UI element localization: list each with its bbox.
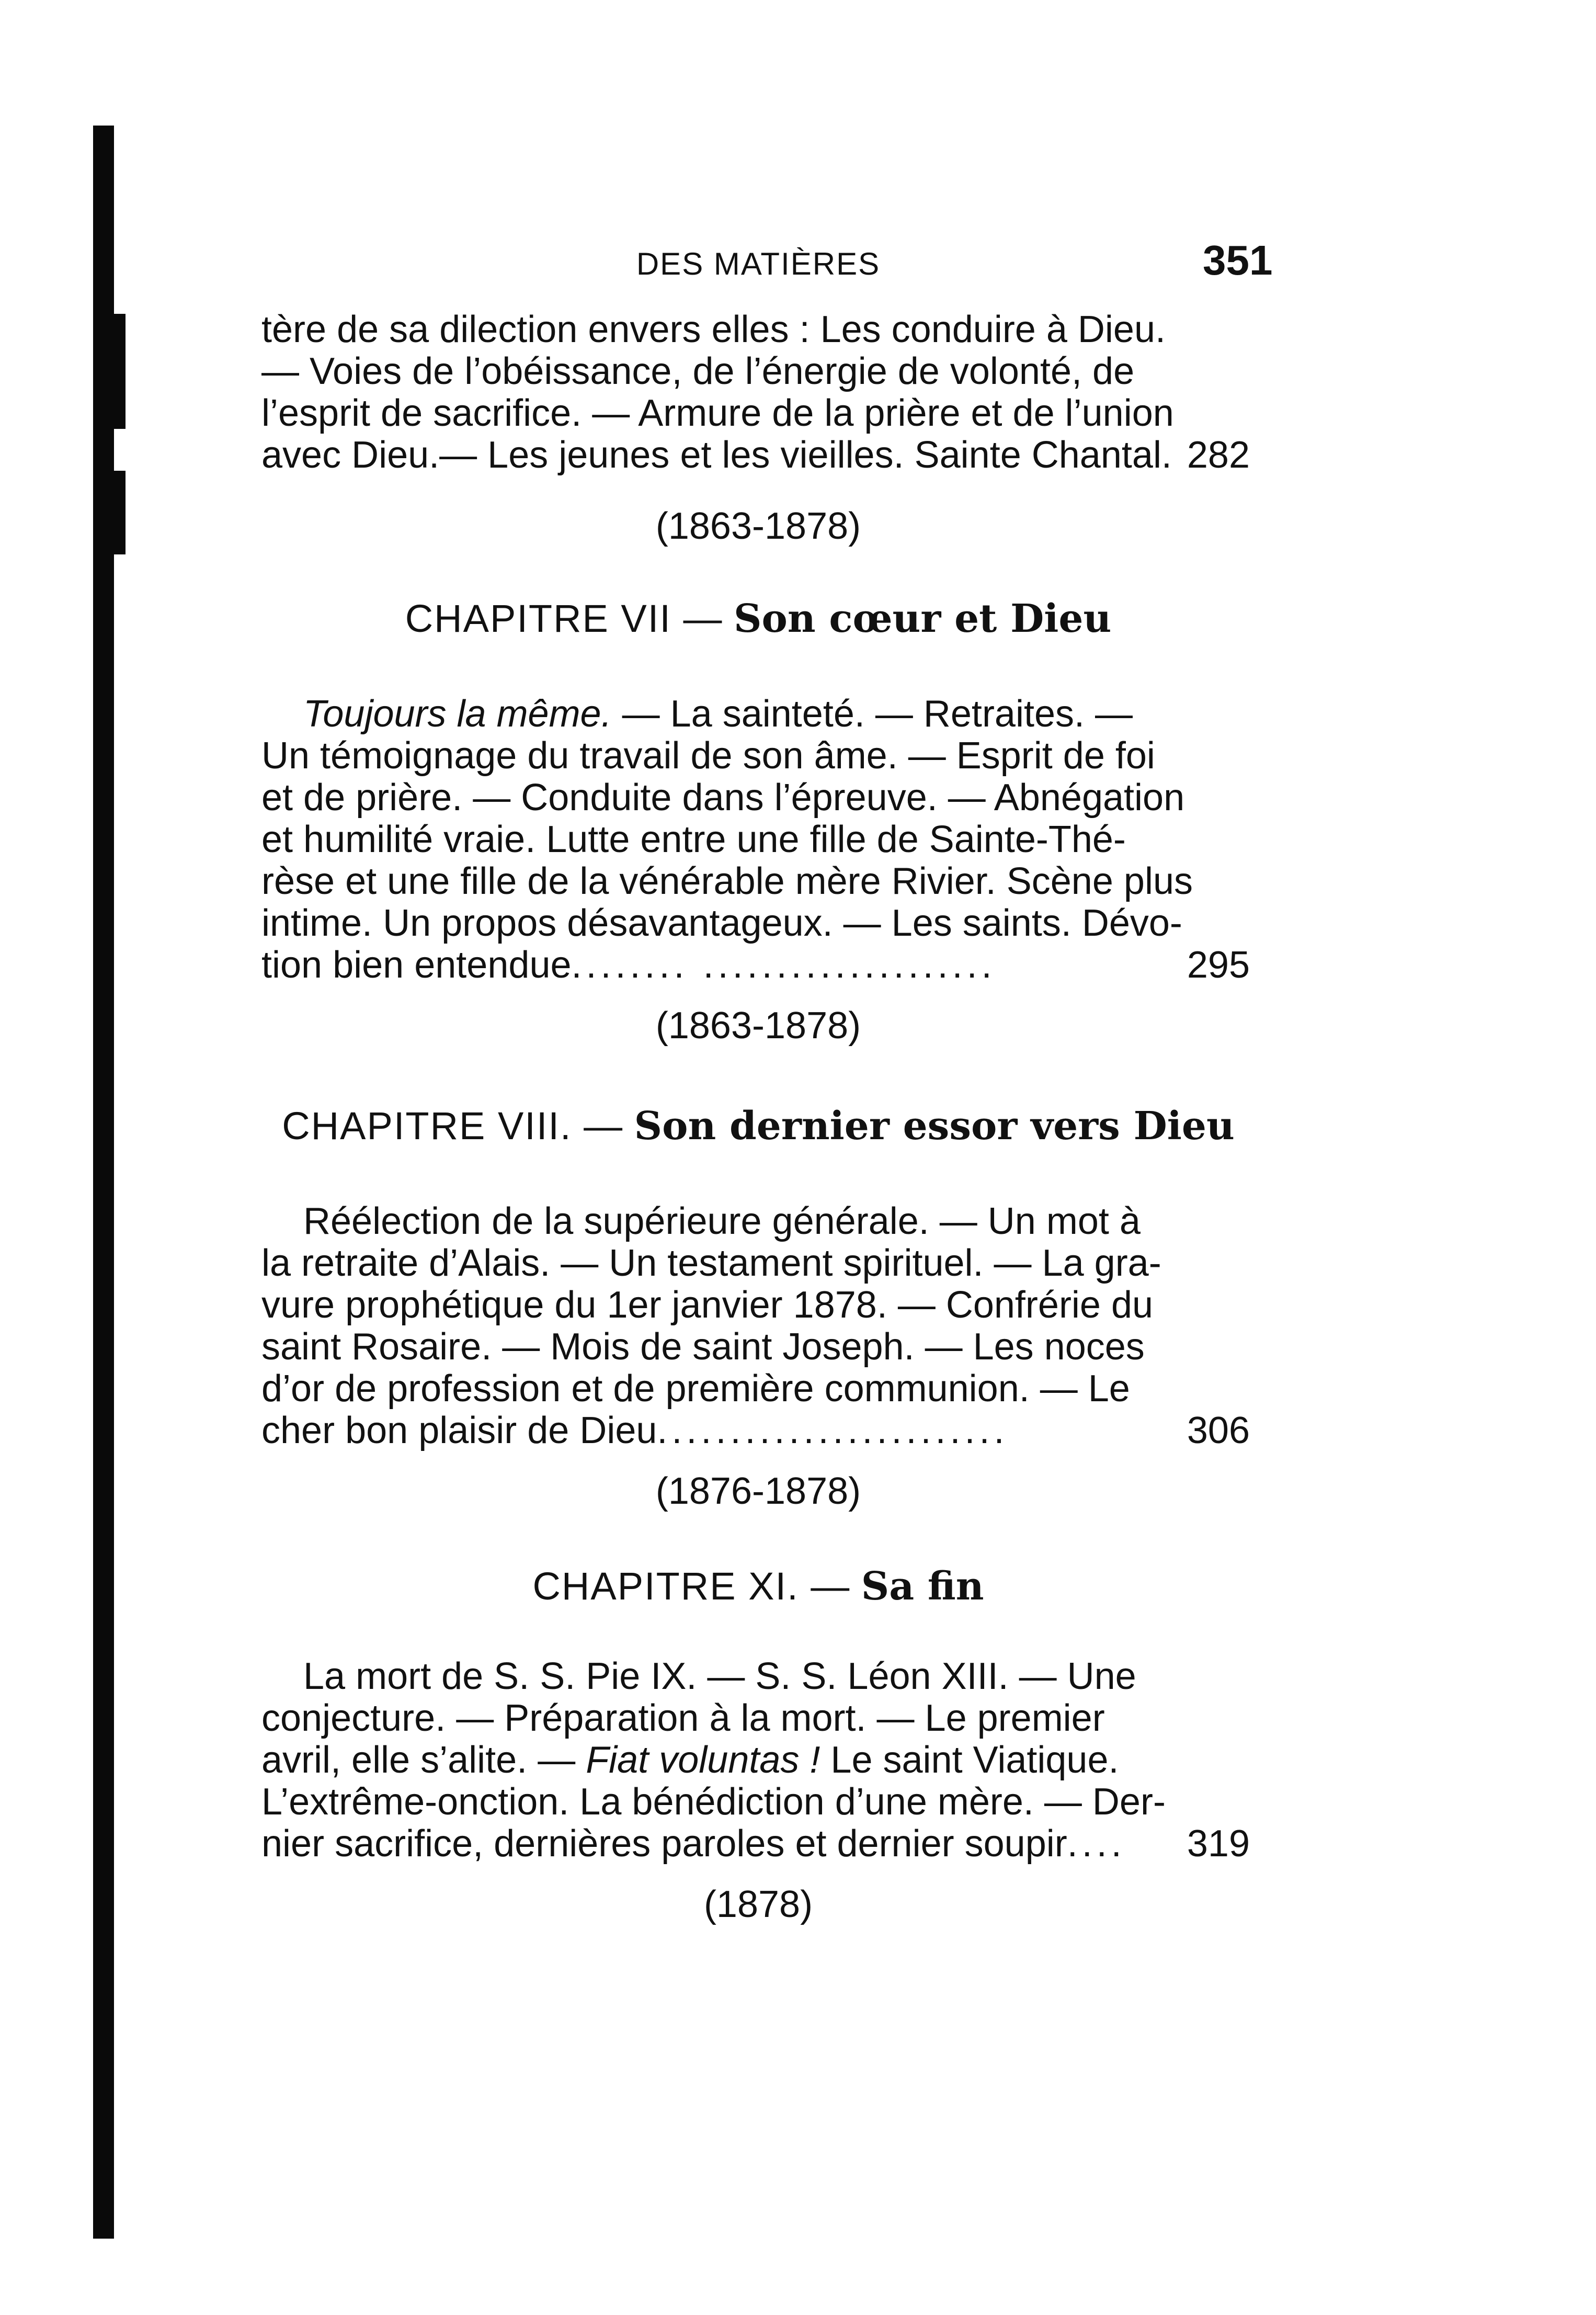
text-segment: Le saint Viatique. xyxy=(820,1739,1119,1781)
chapter-summary xyxy=(261,1200,1250,1451)
text-line xyxy=(261,1739,1250,1781)
text-segment: avril, elle s’alite. — xyxy=(261,1739,586,1781)
text-line xyxy=(261,434,1250,476)
leader-dots: ........ .................... xyxy=(571,944,996,986)
italic-lead: Toujours la même. xyxy=(303,693,612,735)
text-line: saint Rosaire. — Mois de saint Joseph. — Les noces xyxy=(261,1326,1145,1368)
text-line: vure prophétique du 1er janvier 1878. — Confrérie du xyxy=(261,1284,1154,1326)
text-segment: nier sacrifice, dernières paroles et dernier soupir xyxy=(261,1823,1067,1865)
text-line: et de prière. — Conduite dans l’épreuve. — Abnégation xyxy=(261,777,1185,819)
chapter-label: CHAPITRE XI. — xyxy=(532,1564,851,1608)
chapter-summary xyxy=(261,693,1250,986)
chapter-label: CHAPITRE VIII. — xyxy=(282,1104,624,1148)
chapter-heading xyxy=(0,1104,1517,1149)
text-line: intime. Un propos désavantageux. — Les saints. Dévo- xyxy=(261,902,1182,944)
running-header: DES MATIÈRES xyxy=(636,246,881,281)
page-reference: 319 xyxy=(1187,1823,1250,1865)
chapter-heading xyxy=(0,596,1517,641)
binding-edge-mark xyxy=(114,314,126,429)
chapter-summary xyxy=(261,1655,1250,1865)
text-segment: tion bien entendue xyxy=(261,944,572,986)
text-line: tère de sa dilection envers elles : Les conduire à Dieu. xyxy=(261,309,1166,350)
text-line: — Voies de l’obéissance, de l’énergie de volonté, de xyxy=(261,350,1135,392)
chapter-label: CHAPITRE VII — xyxy=(405,597,723,640)
text-line: L’extrême-onction. La bénédiction d’une mère. — Der- xyxy=(261,1781,1166,1823)
text-line: La mort de S. S. Pie IX. — S. S. Léon XIII. — Une xyxy=(303,1655,1136,1697)
text-segment: avec Dieu.— Les jeunes et les vieilles. Sainte Chantal. xyxy=(261,434,1172,476)
text-line: et humilité vraie. Lutte entre une fille de Sainte-Thé- xyxy=(261,819,1126,860)
text-line: la retraite d’Alais. — Un testament spirituel. — La gra- xyxy=(261,1242,1161,1284)
text-line xyxy=(261,1823,1250,1865)
page-number: 351 xyxy=(1203,237,1273,283)
date-range: (1878) xyxy=(703,1883,813,1925)
leader-dots: .... xyxy=(1067,1823,1126,1865)
chapter-title: Son cœur et Dieu xyxy=(734,596,1112,641)
chapter-title: Son dernier essor vers Dieu xyxy=(634,1104,1235,1149)
intro-paragraph xyxy=(261,309,1250,476)
text-segment: — La sainteté. — Retraites. — xyxy=(611,693,1133,735)
text-line xyxy=(261,1410,1250,1451)
chapter-heading xyxy=(0,1564,1517,1609)
date-range: (1863-1878) xyxy=(655,1005,861,1047)
text-segment: cher bon plaisir de Dieu xyxy=(261,1410,657,1451)
text-line xyxy=(261,693,1250,735)
page-reference: 282 xyxy=(1187,434,1250,476)
text-line: l’esprit de sacrifice. — Armure de la prière et de l’union xyxy=(261,392,1174,434)
chapter-title: Sa fin xyxy=(861,1564,984,1609)
italic-phrase: Fiat voluntas ! xyxy=(586,1739,820,1781)
leader-dots: ........................ xyxy=(657,1410,1009,1451)
date-range: (1863-1878) xyxy=(655,505,861,547)
text-line xyxy=(261,944,1250,986)
text-line: rèse et une fille de la vénérable mère Rivier. Scène plus xyxy=(261,860,1193,902)
date-range: (1876-1878) xyxy=(655,1470,861,1512)
text-line: Réélection de la supérieure générale. — Un mot à xyxy=(303,1200,1141,1242)
page-reference: 295 xyxy=(1187,944,1250,986)
text-line: Un témoignage du travail de son âme. — Esprit de foi xyxy=(261,735,1155,777)
text-line: d’or de profession et de première communion. — Le xyxy=(261,1368,1130,1410)
page-reference: 306 xyxy=(1187,1410,1250,1451)
text-line: conjecture. — Préparation à la mort. — Le premier xyxy=(261,1697,1105,1739)
